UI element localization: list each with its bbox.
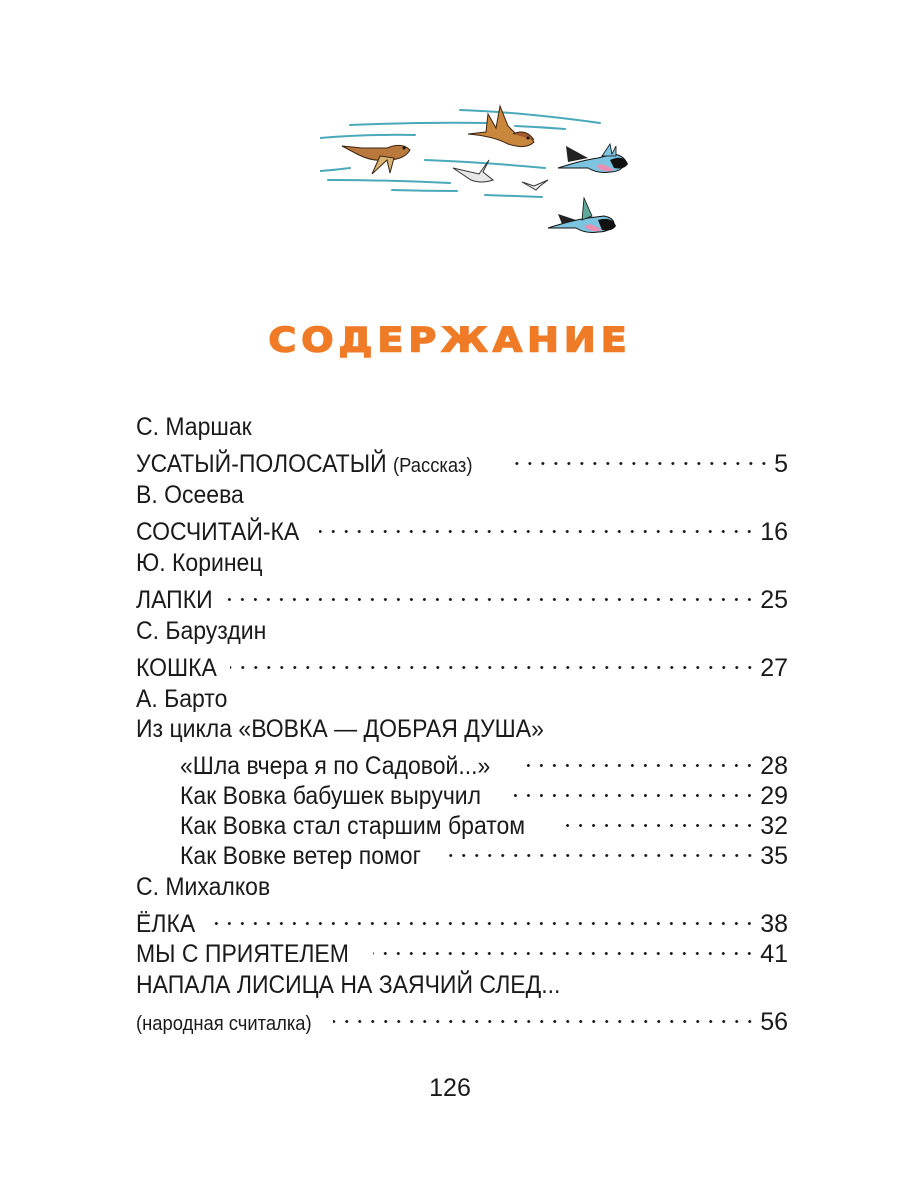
- toc-page-number: 27: [760, 654, 788, 682]
- toc-page-number: 25: [760, 586, 788, 614]
- toc-entry-note: (Рассказ): [392, 455, 473, 477]
- dot-leader: [561, 804, 756, 834]
- toc-entry-title: УСАТЫЙ-ПОЛОСАТЫЙ (Рассказ): [136, 450, 473, 478]
- dot-leader: [333, 1000, 756, 1030]
- toc-entry-title: Как Вовке ветер помог: [180, 842, 421, 870]
- toc-entry-title: «Шла вчера я по Садовой...»: [180, 752, 491, 780]
- dot-leader: [373, 932, 756, 962]
- toc-page-number: 56: [760, 1008, 788, 1036]
- toc-entry-title: ЁЛКА: [136, 910, 196, 938]
- toc-entry-title: Как Вовка стал старшим братом: [180, 812, 526, 840]
- toc-page-number: 38: [760, 910, 788, 938]
- toc-author: С. Маршак: [136, 413, 252, 441]
- table-of-contents: [136, 412, 788, 1036]
- toc-author: А. Барто: [136, 685, 228, 713]
- toc-entry[interactable]: [136, 442, 788, 478]
- toc-entry[interactable]: [136, 804, 788, 840]
- toc-entry[interactable]: [136, 578, 788, 614]
- dot-leader: [206, 902, 756, 932]
- toc-page-number: 35: [760, 842, 788, 870]
- toc-entry[interactable]: [136, 902, 788, 938]
- toc-author: Ю. Коринец: [136, 549, 263, 577]
- page-number: 126: [429, 1074, 471, 1102]
- toc-entry-title: ЛАПКИ: [136, 586, 213, 614]
- toc-cycle-heading: Из цикла «ВОВКА — ДОБРАЯ ДУША»: [136, 715, 544, 743]
- toc-author: С. Баруздин: [136, 617, 267, 645]
- dot-leader: [508, 442, 770, 472]
- toc-entry-title: СОСЧИТАЙ-КА: [136, 518, 300, 546]
- toc-author: В. Осеева: [136, 481, 244, 509]
- toc-entry-title: Как Вовка бабушек выручил: [180, 782, 482, 810]
- toc-entry[interactable]: [136, 932, 788, 968]
- toc-entry[interactable]: [136, 1000, 788, 1036]
- toc-page-number: 16: [760, 518, 788, 546]
- toc-page-number: 32: [760, 812, 788, 840]
- toc-page-number: 5: [774, 450, 788, 478]
- toc-author: С. Михалков: [136, 873, 271, 901]
- birds-icon: [320, 90, 670, 260]
- toc-page-number: 41: [760, 940, 788, 968]
- toc-entry[interactable]: [136, 774, 788, 810]
- toc-entry-title: НАПАЛА ЛИСИЦА НА ЗАЯЧИЙ СЛЕД...: [136, 971, 561, 999]
- toc-entry[interactable]: [136, 510, 788, 546]
- toc-entry[interactable]: [136, 646, 788, 682]
- toc-page-number: 29: [760, 782, 788, 810]
- page-title: СОДЕРЖАНИЕ: [268, 320, 632, 360]
- toc-entry[interactable]: [136, 834, 788, 870]
- toc-entry-title: МЫ С ПРИЯТЕЛЕМ: [136, 940, 349, 968]
- dot-leader: [319, 510, 756, 540]
- dot-leader: [230, 646, 756, 676]
- dot-leader: [513, 774, 756, 804]
- toc-page-number: 28: [760, 752, 788, 780]
- toc-entry[interactable]: [136, 744, 788, 780]
- dot-leader: [448, 834, 756, 864]
- toc-entry-title: КОШКА: [136, 654, 217, 682]
- dot-leader: [225, 578, 756, 608]
- toc-entry-title-line[interactable]: [136, 970, 788, 1000]
- dot-leader: [523, 744, 756, 774]
- toc-entry-note: (народная считалка): [136, 1013, 312, 1035]
- birds-illustration: [320, 90, 670, 260]
